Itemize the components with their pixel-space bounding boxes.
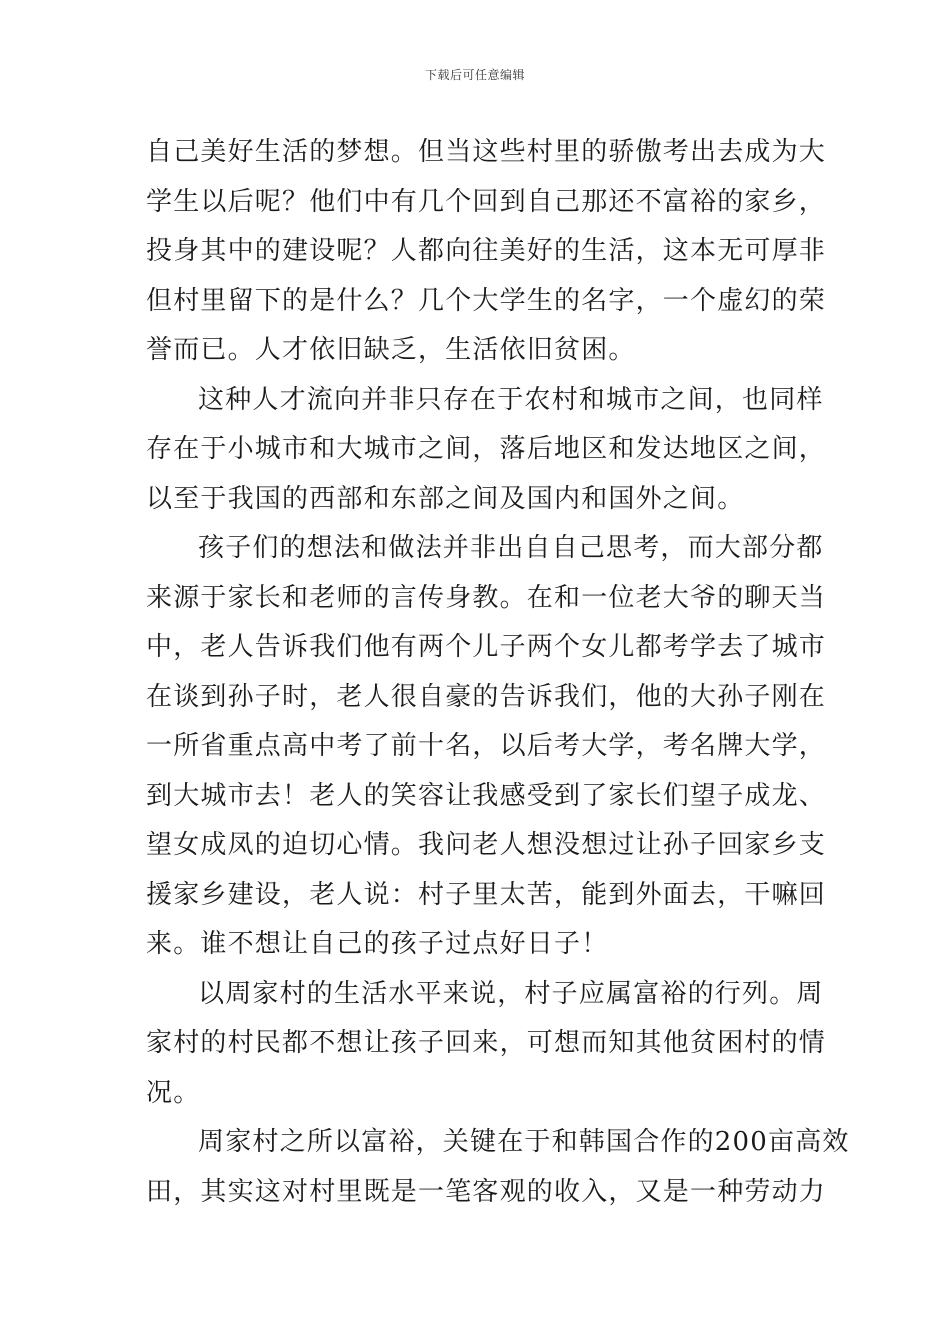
text-line: 学生以后呢？他们中有几个回到自己那还不富裕的家乡， [146, 186, 827, 217]
paragraph-start-line: 孩子们的想法和做法并非出自自己思考，而大部分都 [198, 533, 824, 563]
text-line: 中，老人告诉我们他有两个儿子两个女儿都考学去了城市 [146, 632, 827, 662]
text-line: 望女成凤的迫切心情。我问老人想没想过让孙子回家乡支 [146, 830, 827, 860]
text-line: 一所省重点高中考了前十名，以后考大学，考名牌大学， [146, 731, 827, 761]
page-header: 下载后可任意编辑 [424, 68, 525, 82]
text-line: 存在于小城市和大城市之间，落后地区和发达地区之间， [146, 434, 827, 464]
text-line: 誉而已。人才依旧缺乏，生活依旧贫困。 [146, 335, 636, 365]
text-line: 来源于家长和老师的言传身教。在和一位老大爷的聊天当 [146, 582, 827, 613]
text-line: 以至于我国的西部和东部之间及国内和国外之间。 [146, 483, 745, 514]
text-line: 自己美好生活的梦想。但当这些村里的骄傲考出去成为大 [146, 137, 827, 167]
text-line: 到大城市去！老人的笑容让我感受到了家长们望子成龙、 [146, 780, 827, 811]
text-line: 况。 [146, 1077, 201, 1108]
text-line: 来。谁不想让自己的孩子过点好日子！ [146, 929, 609, 959]
paragraph-start-line: 以周家村的生活水平来说，村子应属富裕的行列。周 [198, 978, 824, 1009]
paragraph-start-line: 周家村之所以富裕，关键在于和韩国合作的200亩高效 [198, 1127, 850, 1157]
text-line: 家村的村民都不想让孩子回来，可想而知其他贫困村的情 [146, 1028, 827, 1058]
text-line: 投身其中的建设呢？人都向往美好的生活，这本无可厚非 [146, 236, 827, 266]
text-line: 在谈到孙子时，老人很自豪的告诉我们，他的大孙子刚在 [146, 681, 827, 712]
text-line: 援家乡建设，老人说：村子里太苦，能到外面去，干嘛回 [146, 879, 827, 910]
document-body [146, 128, 850, 1217]
paragraph-start-line: 这种人才流向并非只存在于农村和城市之间，也同样 [198, 384, 824, 415]
text-line: 田，其实这对村里既是一笔客观的收入，又是一种劳动力 [146, 1176, 827, 1207]
text-line: 但村里留下的是什么？几个大学生的名字，一个虚幻的荣 [146, 285, 827, 316]
